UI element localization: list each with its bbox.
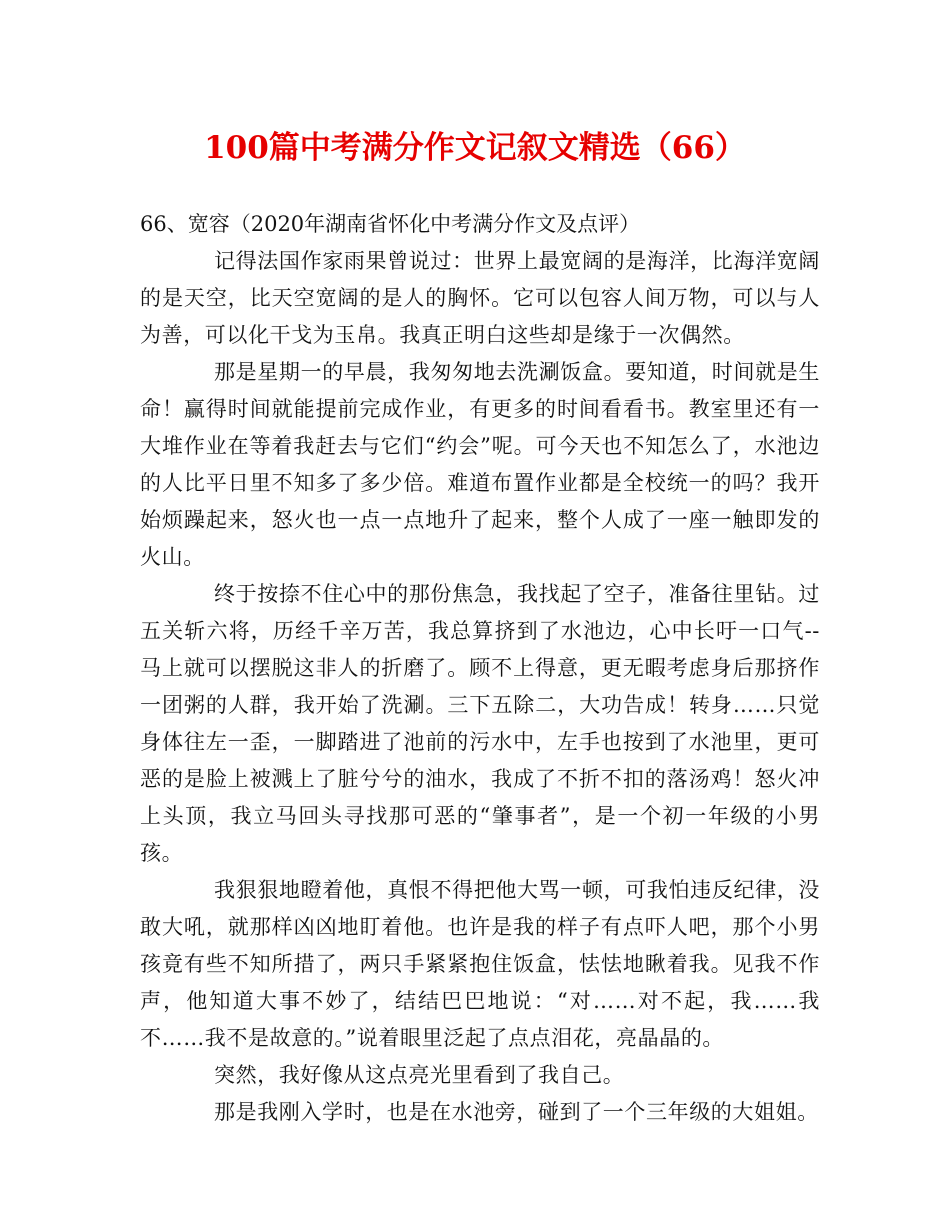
document-title: 100篇中考满分作文记叙文精选（66） xyxy=(204,130,746,166)
paragraph: 突然，我好像从这点亮光里看到了我自己。 xyxy=(214,1063,625,1087)
paragraph: 终于按捺不住心中的那份焦急，我找起了空子，准备往里钻。过五关斩六将，历经千辛万苦，我总算挤到了水池边，心中长吁一口气--马上就可以摆脱这非人的折磨了。顾不上得意，更无暇考虑身后那挤作一团粥的人群，我开始了洗涮。三下五除二，大功告成！转身……只觉身体往左一歪，一脚踏进了池前的污水中，左手也按到了水池里，更可恶的是脸上被溅上了脏兮兮的油水，我成了不折不扣的落汤鸡！怒火冲上头顶，我立马回头寻找那可恶的“肇事者”，是一个初一年级的小男孩。 xyxy=(140,582,820,865)
paragraph: 那是星期一的早晨，我匆匆地去洗涮饭盒。要知道，时间就是生命！赢得时间就能提前完成作业，有更多的时间看看书。教室里还有一大堆作业在等着我赶去与它们“约会”呢。可今天也不知怎么了，水池边的人比平日里不知多了多少倍。难道布置作业都是全校统一的吗？我开始烦躁起来，怒火也一点一点地升了起来，整个人成了一座一触即发的火山。 xyxy=(140,360,820,569)
paragraph: 我狠狠地瞪着他，真恨不得把他大骂一顿，可我怕违反纪律，没敢大吼，就那样凶凶地盯着他。也许是我的样子有点吓人吧，那个小男孩竟有些不知所措了，两只手紧紧抱住饭盒，怯怯地瞅着我。见我不作声，他知道大事不妙了，结结巴巴地说：“对……对不起，我……我不……我不是故意的。”说着眼里泛起了点点泪花，亮晶晶的。 xyxy=(140,878,820,1050)
paragraph: 记得法国作家雨果曾说过：世界上最宽阔的是海洋，比海洋宽阔的是天空，比天空宽阔的是人的胸怀。它可以包容人间万物，可以与人为善，可以化干戈为玉帛。我真正明白这些却是缘于一次偶然。 xyxy=(140,249,820,347)
document-body xyxy=(140,206,820,1131)
paragraph: 那是我刚入学时，也是在水池旁，碰到了一个三年级的大姐姐。 xyxy=(214,1100,819,1124)
document-subtitle: 66、宽容（2020年湖南省怀化中考满分作文及点评） xyxy=(140,212,641,236)
